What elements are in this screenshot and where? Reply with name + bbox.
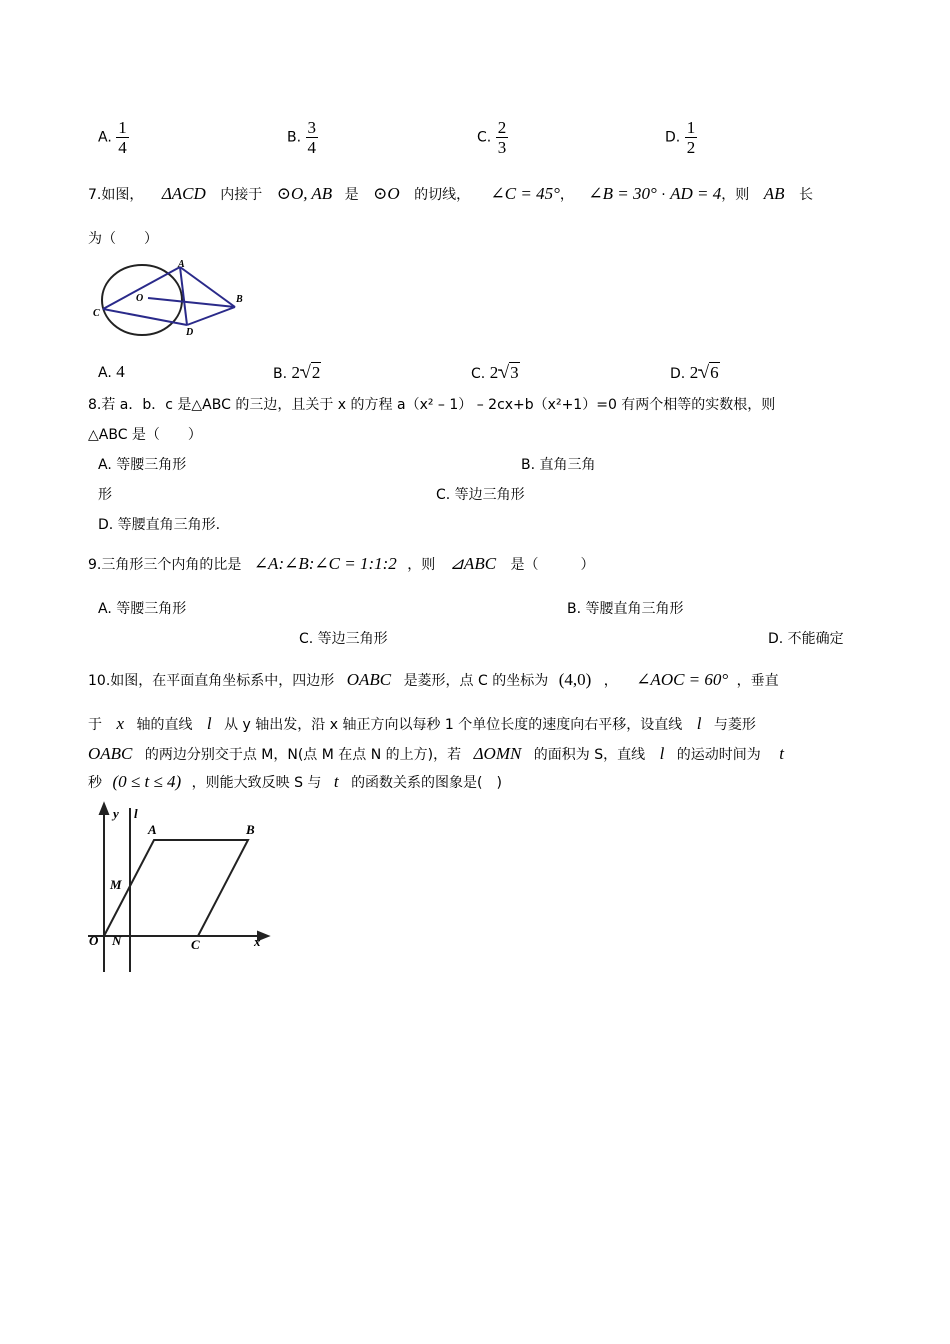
text: ，则 bbox=[721, 187, 750, 203]
segment-ob bbox=[148, 298, 235, 307]
coefficient: 2 bbox=[291, 363, 301, 382]
text: ，则能大致反映 S 与 bbox=[191, 775, 322, 791]
segment-db bbox=[187, 307, 235, 325]
label-y: y bbox=[113, 806, 119, 821]
q8-stem-line1: 8.若 a．b．c 是△ABC 的三边，且关于 x 的方程 a（x² – 1） – 2cx+b（x²+1）=0 有两个相等的实数根，则 bbox=[88, 397, 776, 413]
math: (0 ≤ t ≤ 4) bbox=[112, 772, 182, 791]
option-letter: A. bbox=[98, 365, 112, 381]
math: ∠A:∠B:∠C = 1:1:2 bbox=[253, 554, 397, 573]
text: ，垂直 bbox=[736, 673, 779, 689]
fraction bbox=[306, 118, 319, 157]
fraction bbox=[496, 118, 509, 157]
math: OABC bbox=[88, 744, 133, 763]
label-l: l bbox=[134, 806, 138, 821]
option-letter: A. bbox=[98, 129, 112, 146]
denominator: 3 bbox=[497, 138, 507, 157]
math: ΔACD bbox=[161, 184, 206, 203]
denominator: 2 bbox=[686, 138, 696, 157]
q6-option-c[interactable] bbox=[477, 118, 508, 157]
q8-option-c[interactable]: C. 等边三角形 bbox=[436, 487, 525, 503]
label-n: N bbox=[112, 933, 122, 948]
question-number: 7. bbox=[88, 187, 102, 203]
q10-stem-line1 bbox=[88, 670, 779, 690]
math: l bbox=[696, 714, 702, 733]
q7-stem-line1 bbox=[88, 184, 813, 204]
q9-option-c[interactable]: C. 等边三角形 bbox=[299, 631, 388, 647]
q7-option-b[interactable] bbox=[273, 362, 321, 383]
text: 的函数关系的图象是( ) bbox=[351, 775, 502, 791]
text: 长 bbox=[798, 187, 813, 203]
math: OABC bbox=[346, 670, 392, 689]
coefficient: 2 bbox=[689, 363, 699, 382]
q10-stem-line2 bbox=[88, 714, 756, 734]
fraction bbox=[685, 118, 698, 157]
q8-stem-line2: △ABC 是（ ） bbox=[88, 427, 202, 443]
q7-option-c[interactable] bbox=[471, 362, 520, 383]
label-m: M bbox=[110, 877, 122, 892]
text: · bbox=[661, 187, 666, 203]
label-d: D bbox=[186, 327, 194, 338]
q8-option-a[interactable]: A. 等腰三角形 bbox=[98, 457, 187, 473]
math: ∠AOC = 60° bbox=[636, 670, 729, 689]
numerator: 1 bbox=[686, 118, 696, 137]
q7-stem-line2: 为（ ） bbox=[88, 231, 158, 247]
text: 是菱形，点 C 的坐标为 bbox=[403, 673, 549, 689]
option-letter: C. bbox=[477, 129, 492, 146]
math: t bbox=[333, 772, 339, 791]
q7-option-a[interactable] bbox=[98, 362, 125, 382]
text: 如图， bbox=[101, 187, 144, 203]
math: ⊿ABC bbox=[449, 554, 497, 573]
math: (4,0) bbox=[558, 670, 592, 689]
segment-cd bbox=[103, 309, 187, 325]
option-letter: B. bbox=[287, 129, 302, 146]
text: 的切线， bbox=[414, 187, 471, 203]
q6-option-b[interactable] bbox=[287, 118, 318, 157]
label-c: C bbox=[93, 308, 100, 319]
math: ⊙O, AB bbox=[276, 184, 333, 203]
segment-ab bbox=[180, 267, 235, 307]
text: 是（ ） bbox=[510, 557, 595, 573]
math: ∠B = 30° bbox=[588, 184, 657, 203]
q8-option-b-continued: 形 bbox=[98, 487, 112, 503]
q10-figure bbox=[86, 800, 276, 975]
math: AD = 4 bbox=[670, 184, 722, 203]
denominator: 4 bbox=[307, 138, 317, 157]
q6-option-a[interactable] bbox=[98, 118, 129, 157]
text: ， bbox=[603, 673, 618, 689]
text: 从 y 轴出发，沿 x 轴正方向以每秒 1 个单位长度的速度向右平移，设直线 bbox=[224, 717, 683, 733]
q8-option-b[interactable]: B. 直角三角 bbox=[521, 457, 596, 473]
q6-option-d[interactable] bbox=[665, 118, 697, 157]
y-axis-arrow-icon bbox=[100, 804, 108, 814]
text: 的运动时间为 bbox=[676, 747, 761, 763]
math: ∠C = 45° bbox=[490, 184, 560, 203]
q9-stem bbox=[88, 554, 595, 574]
radicand: 6 bbox=[710, 363, 719, 382]
label-a: A bbox=[178, 259, 185, 270]
text: 的面积为 S，直线 bbox=[533, 747, 646, 763]
text: 与菱形 bbox=[713, 717, 756, 733]
option-value: 4 bbox=[116, 362, 125, 381]
text: ，则 bbox=[407, 557, 436, 573]
denominator: 4 bbox=[118, 138, 127, 157]
label-b: B bbox=[246, 822, 255, 837]
math: x bbox=[116, 714, 124, 733]
text: ， bbox=[559, 187, 574, 203]
text: 10.如图，在平面直角坐标系中，四边形 bbox=[88, 673, 335, 689]
numerator: 3 bbox=[307, 118, 317, 137]
coefficient: 2 bbox=[489, 363, 499, 382]
math: t bbox=[779, 744, 784, 763]
q9-option-d[interactable]: D. 不能确定 bbox=[768, 631, 844, 647]
radical bbox=[690, 363, 720, 382]
math: AB bbox=[763, 184, 785, 203]
label-o: O bbox=[136, 293, 144, 304]
q7-option-d[interactable] bbox=[670, 362, 720, 383]
radicand: 2 bbox=[311, 363, 321, 382]
radical bbox=[490, 363, 520, 382]
q7-figure bbox=[88, 255, 258, 345]
option-letter: D. bbox=[665, 129, 681, 146]
option-letter: B. bbox=[273, 366, 288, 382]
root-sign-icon: √ bbox=[301, 362, 311, 382]
radicand: 3 bbox=[510, 363, 519, 382]
q10-stem-line3 bbox=[88, 744, 784, 764]
option-letter: C. bbox=[471, 366, 486, 382]
text: 于 bbox=[88, 717, 102, 733]
numerator: 1 bbox=[118, 118, 127, 137]
text: 轴的直线 bbox=[136, 717, 193, 733]
q8-option-d[interactable]: D. 等腰直角三角形. bbox=[98, 517, 221, 533]
text: 内接于 bbox=[220, 187, 263, 203]
label-x: x bbox=[254, 934, 261, 949]
label-b: B bbox=[236, 294, 243, 305]
option-letter: D. bbox=[670, 366, 686, 382]
q10-stem-line4 bbox=[88, 772, 502, 792]
radical bbox=[292, 363, 322, 382]
label-o: O bbox=[89, 933, 99, 948]
math: l bbox=[659, 744, 665, 763]
fraction bbox=[116, 118, 129, 157]
math: ΔOMN bbox=[473, 744, 522, 763]
text: 9.三角形三个内角的比是 bbox=[88, 557, 242, 573]
math: ⊙O bbox=[373, 184, 400, 203]
text: 秒 bbox=[88, 775, 102, 791]
label-a: A bbox=[148, 822, 157, 837]
math: l bbox=[206, 714, 212, 733]
rhombus-oabc bbox=[104, 840, 248, 936]
q9-option-b[interactable]: B. 等腰直角三角形 bbox=[567, 601, 684, 617]
q9-option-a[interactable]: A. 等腰三角形 bbox=[98, 601, 187, 617]
text: 的两边分别交于点 M，N(点 M 在点 N 的上方)，若 bbox=[144, 747, 462, 763]
root-sign-icon: √ bbox=[499, 362, 510, 382]
root-sign-icon: √ bbox=[699, 362, 710, 382]
label-c: C bbox=[191, 937, 200, 952]
text: 是 bbox=[344, 187, 359, 203]
numerator: 2 bbox=[497, 118, 507, 137]
